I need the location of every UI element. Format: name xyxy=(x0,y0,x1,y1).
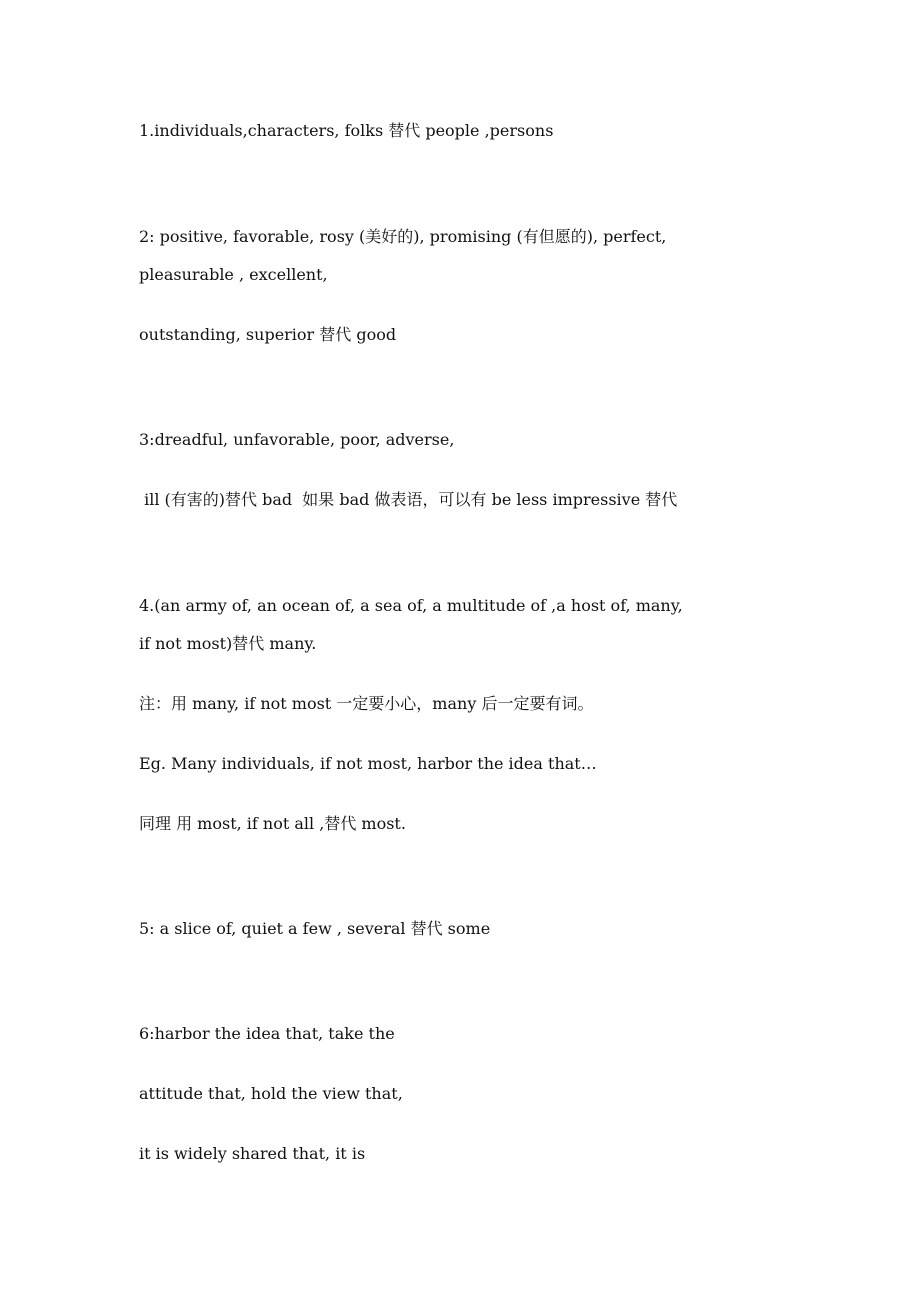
item-4-line-2: if not most)替代 many. xyxy=(139,634,317,653)
item-6-line-2: attitude that, hold the view that, xyxy=(139,1084,403,1103)
item-3-line-1: 3:dreadful, unfavorable, poor, adverse, xyxy=(139,430,455,449)
item-2-line-3: outstanding, superior 替代 good xyxy=(139,325,397,344)
item-6-line-1: 6:harbor the idea that, take the xyxy=(139,1024,395,1043)
item-3-line-2: ill (有害的)替代 bad 如果 bad 做表语，可以有 be less impressive 替代 xyxy=(139,490,678,509)
item-4-similar: 同理 用 most, if not all ,替代 most. xyxy=(139,814,406,833)
item-5-line-1: 5: a slice of, quiet a few , several 替代 some xyxy=(139,919,491,938)
item-1-line-1: 1.individuals,characters, folks 替代 people ,persons xyxy=(139,121,554,140)
item-4-line-1: 4.(an army of, an ocean of, a sea of, a multitude of ,a host of, many, xyxy=(139,596,683,615)
item-4-example: Eg. Many individuals, if not most, harbor the idea that… xyxy=(139,754,597,773)
item-2-line-2: pleasurable , excellent, xyxy=(139,265,328,284)
item-4-note: 注：用 many, if not most 一定要小心，many 后一定要有词。 xyxy=(139,694,594,713)
item-6-line-3: it is widely shared that, it is xyxy=(139,1144,366,1163)
item-2-line-1: 2: positive, favorable, rosy (美好的), promising (有但愿的), perfect, xyxy=(139,227,667,246)
